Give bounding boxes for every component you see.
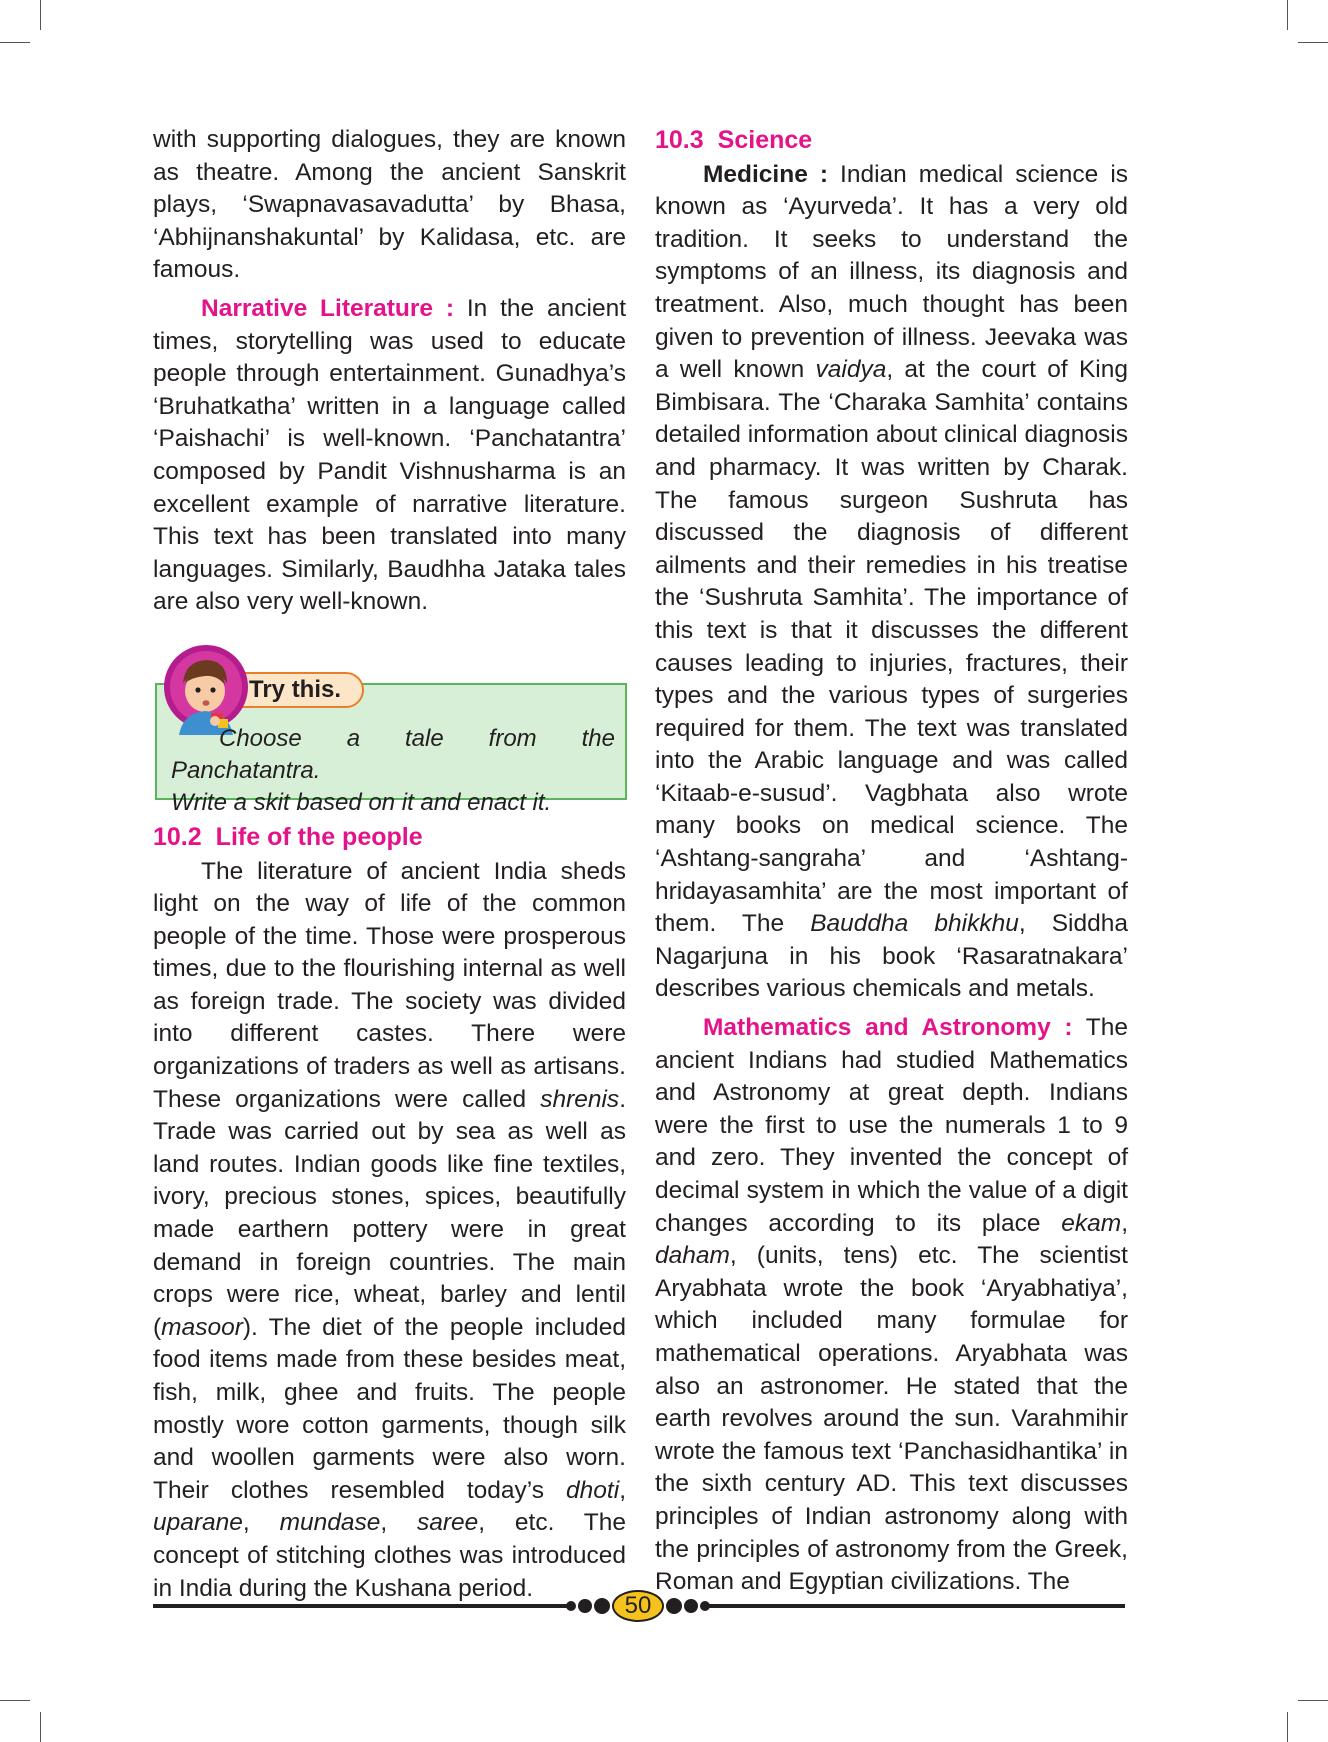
try-this-label: Try this. (227, 672, 364, 708)
page-number: 50 (612, 1590, 664, 1622)
comma: , (1121, 1209, 1128, 1237)
term-uparane: uparane (153, 1509, 243, 1537)
term-daham: daham (655, 1242, 730, 1270)
section-10-3-heading (655, 124, 1128, 157)
crop-mark-bottom-left-v (40, 1712, 41, 1742)
medicine-text-3: , Siddha Nagarjuna in his book ‘Rasaratnakara’ describes various chemicals and metals. (655, 910, 1128, 1003)
term-shrenis: shrenis (540, 1085, 620, 1113)
footer-dot (666, 1598, 682, 1614)
term-dhoti: dhoti (566, 1476, 620, 1504)
comma: , (619, 1476, 626, 1504)
footer-rule-right (705, 1604, 1125, 1608)
crop-mark-top-right-v (1287, 0, 1288, 30)
term-mundase: mundase (279, 1509, 381, 1537)
crop-mark-top-right-h (1298, 42, 1328, 43)
theatre-paragraph: with supporting dialogues, they are known as theatre. Among the ancient Sanskrit plays, ‘Swapnavasavadutta’ by Bhasa, ‘Abhijnanshakuntal’ by Kalidasa, etc. are famous. (153, 126, 626, 284)
try-this-line-1: Choose a tale from the Panchatantra. (171, 724, 615, 784)
life-text-3: ). The diet of the people included food items made from these besides meat, fish, milk, ghee and fruits. The people mostly wore cotton garments, though silk and woollen garments were also worn. Their clothes resembled today’s (153, 1313, 626, 1504)
narrative-text: In the ancient times, storytelling was used to educate people through entertainment. Gunadhya’s ‘Bruhatkatha’ written in a language called ‘Paishachi’ is well-known. ‘Panchatantra’ composed by Pandit Vishnusharma is an excellent example of narrative literature. This text has been translated into many languages. Similarly, Baudhha Jataka tales are also very well-known. (153, 294, 627, 616)
life-of-people-paragraph (153, 856, 626, 1606)
term-masoor: masoor (161, 1313, 243, 1341)
crop-mark-bottom-right-v (1287, 1712, 1288, 1742)
crop-mark-bottom-left-h (0, 1700, 30, 1701)
crop-mark-top-left-h (0, 42, 30, 43)
footer-dot (700, 1601, 710, 1611)
right-column (655, 124, 1128, 1599)
comma: , (242, 1509, 280, 1537)
try-this-line-2: Write a skit based on it and enact it. (171, 788, 552, 816)
footer-rule-left (153, 1604, 571, 1608)
life-text-2: . Trade was carried out by sea as well as land routes. Indian goods like fine textiles, ivory, precious stones, spices, beautifully made earthern pottery were in great demand in foreign countries. The main crops were rice, wheat, barley and lentil ( (153, 1085, 626, 1341)
term-vaidya: vaidya (815, 356, 887, 384)
section-10-3-title: Science (717, 126, 813, 154)
narrative-colon: : (433, 294, 467, 322)
math-text-1: The ancient Indians had studied Mathematics and Astronomy at great depth. Indians were the first to use the numerals 1 to 9 and zero. They invented the concept of decimal system in which the value of a digit changes according to its place (655, 1014, 1128, 1237)
crop-mark-bottom-right-h (1298, 1700, 1328, 1701)
try-this-activity (155, 643, 626, 816)
left-column (153, 124, 626, 1605)
section-10-2-heading (153, 821, 626, 854)
life-text-1: The literature of ancient India sheds light on the way of life of the common people of the time. Those were prosperous times, due to the flourishing internal as well as foreign trade. The society was divided into different castes. There were organizations of traders as well as artisans. These organizations were called (153, 857, 626, 1113)
mathematics-paragraph (655, 1012, 1128, 1599)
math-text-2: , (units, tens) etc. The scientist Aryabhata wrote the book ‘Aryabhatiya’, which included many formulae for mathematical operations. Aryabhata was also an astronomer. He stated that the earth revolves around the sun. Varahmihir wrote the famous text ‘Panchasidhantika’ in the sixth century AD. This text discusses principles of Indian astronomy along with the principles of astronomy from the Greek, Roman and Egyptian civilizations. The (655, 1242, 1128, 1596)
mathematics-heading: Mathematics and Astronomy : (703, 1014, 1073, 1042)
medicine-paragraph (655, 159, 1128, 1006)
term-ekam: ekam (1061, 1209, 1122, 1237)
try-this-instructions (171, 723, 615, 819)
medicine-heading: Medicine : (703, 160, 829, 188)
comma: , (380, 1509, 417, 1537)
life-text-4: , etc. The concept of stitching clothes was introduced in India during the Kushana period. (153, 1509, 627, 1602)
section-10-2-number: 10.2 (153, 822, 202, 851)
narrative-literature-heading: Narrative Literature (201, 294, 434, 322)
narrative-literature-paragraph (153, 293, 626, 619)
child-avatar-icon (161, 643, 251, 735)
term-bauddha-bhikkhu: Bauddha bhikkhu (810, 910, 1019, 938)
crop-mark-top-left-v (40, 0, 41, 30)
footer-dot (594, 1598, 610, 1614)
footer-dot (684, 1599, 698, 1613)
section-10-2-title: Life of the people (215, 822, 423, 851)
footer-dot (566, 1601, 576, 1611)
term-saree: saree (417, 1509, 479, 1537)
medicine-text-2: , at the court of King Bimbisara. The ‘Charaka Samhita’ contains detailed information about clinical diagnosis and pharmacy. It was written by Charak. The famous surgeon Sushruta has discussed the diagnosis of different ailments and their remedies in his treatise the ‘Sushruta Samhita’. The importance of this text is that it discusses the different causes leading to injuries, fractures, their types and the various types of surgeries required for them. The text was translated into the Arabic language and was called ‘Kitaab-e-susud’. Vagbhata also wrote many books on medical science. The ‘Ashtang-sangraha’ and ‘Ashtang-hridayasamhita’ are the most important of them. The (655, 356, 1128, 938)
footer-dot (578, 1599, 592, 1613)
section-10-3-number: 10.3 (655, 126, 704, 154)
medicine-text-1: Indian medical science is known as ‘Ayurveda’. It has a very old tradition. It seeks to understand the symptoms of an illness, its diagnosis and treatment. Also, much thought has been given to prevention of illness. Jeevaka was a well known (655, 160, 1129, 384)
